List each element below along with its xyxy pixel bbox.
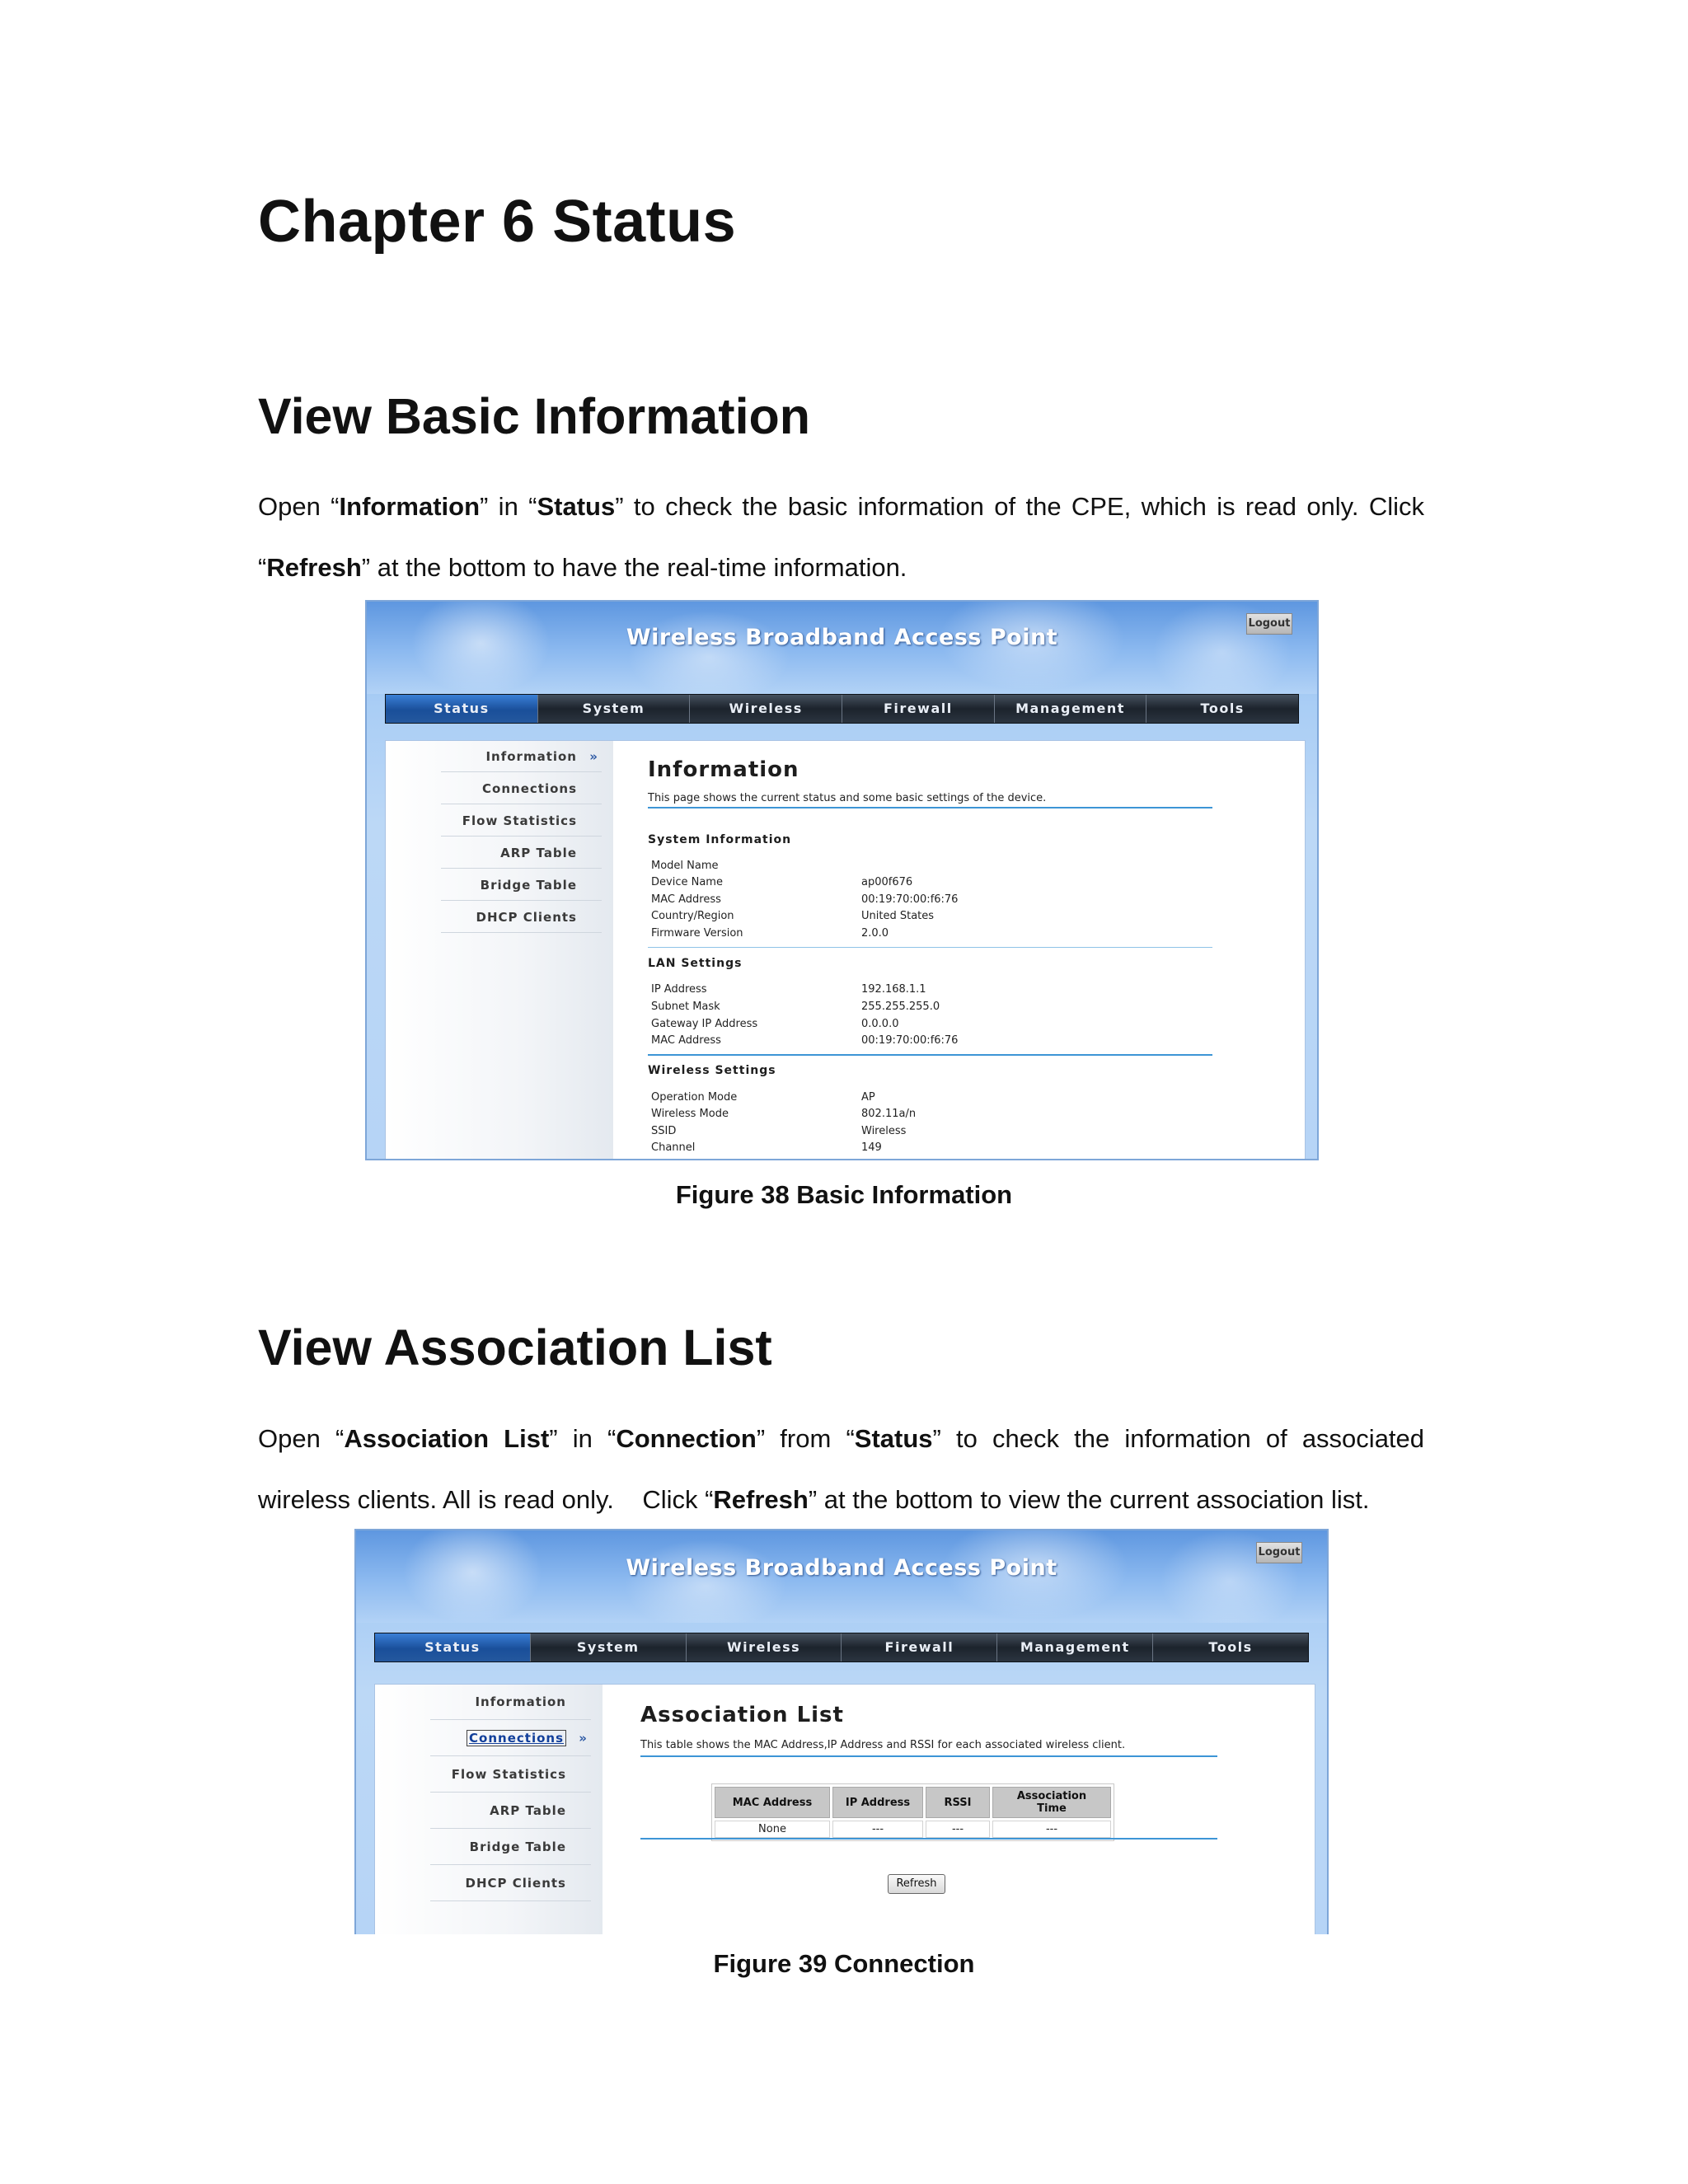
table-header: RSSI (926, 1787, 990, 1818)
info-row: MAC Address 00:19:70:00:f6:76 (651, 1034, 959, 1047)
side-item-connections[interactable]: Connections » (430, 1721, 591, 1756)
divider (640, 1755, 1217, 1757)
chapter-title: Chapter 6 Status (258, 189, 737, 255)
info-row: Firmware Version 2.0.0 (651, 927, 889, 940)
bold-term: Status (854, 1424, 933, 1453)
content-panel (385, 740, 1306, 1159)
table-header: IP Address (832, 1787, 923, 1818)
figure-39-screenshot (354, 1529, 1329, 1934)
table-header: Association Time (992, 1787, 1111, 1818)
info-description: This page shows the current status and some basic settings of the device. (648, 792, 1047, 804)
table-row (715, 1821, 1111, 1838)
para-line: Open “Information” in “Status” to check the basic information of the CPE, which is read only. Click (258, 492, 1424, 521)
app-banner (356, 1530, 1327, 1623)
table-cell: --- (992, 1821, 1111, 1838)
info-title: Information (648, 757, 799, 782)
bold-term: Connection (616, 1424, 757, 1453)
side-item-dhcp-clients[interactable]: DHCP Clients (430, 1866, 591, 1901)
nav-tab-tools[interactable]: Tools (1208, 1639, 1253, 1655)
nav-tab-management[interactable]: Management (995, 695, 1147, 723)
side-item-information[interactable]: Information » (441, 741, 602, 772)
nav-tab-system[interactable]: System (531, 1633, 687, 1661)
para-line: Open “Association List” in “Connection” from “Status” to check the information of associated (258, 1424, 1425, 1453)
side-item-bridge-table[interactable]: Bridge Table (441, 869, 602, 901)
nav-tab-firewall[interactable]: Firewall (842, 1633, 997, 1661)
table-cell: --- (926, 1821, 990, 1838)
side-item-flow-statistics[interactable]: Flow Statistics (430, 1757, 591, 1793)
info-content (648, 741, 1214, 1159)
main-nav (374, 1633, 1309, 1662)
nav-tab-management[interactable]: Management (997, 1633, 1153, 1661)
side-item-connections[interactable]: Connections (441, 773, 602, 804)
bold-term: Association List (344, 1424, 550, 1453)
chevron-right-icon: » (589, 749, 598, 764)
table-cell: --- (832, 1821, 923, 1838)
main-nav (385, 694, 1299, 724)
side-menu (386, 741, 613, 1159)
nav-tab-wireless[interactable]: Wireless (690, 695, 842, 723)
chevron-right-icon: » (579, 1731, 588, 1746)
table-cell: None (715, 1821, 830, 1838)
nav-tab-system[interactable]: System (538, 695, 691, 723)
section-heading-basic-info: View Basic Information (258, 388, 811, 444)
nav-tab-status[interactable]: Status (386, 695, 538, 723)
side-item-arp-table[interactable]: ARP Table (441, 837, 602, 869)
side-item-flow-statistics[interactable]: Flow Statistics (441, 805, 602, 837)
divider (640, 1838, 1217, 1840)
nav-tab-tools[interactable]: Tools (1200, 701, 1245, 716)
app-title: Wireless Broadband Access Point (626, 625, 1058, 650)
para-line: wireless clients. All is read only. Click “Refresh” at the bottom to view the current association list. (258, 1485, 1370, 1514)
app-banner (367, 602, 1317, 694)
info-row: Wireless Mode 802.11a/n (651, 1108, 917, 1120)
figure-39-caption: Figure 39 Connection (713, 1949, 975, 1978)
info-row: IP Address 192.168.1.1 (651, 983, 926, 996)
info-row: Model Name (651, 860, 719, 872)
info-row: Gateway IP Address 0.0.0.0 (651, 1018, 899, 1030)
content-panel (374, 1684, 1315, 1934)
info-row: Country/Region United States (651, 910, 935, 922)
refresh-button[interactable]: Refresh (888, 1874, 945, 1894)
side-item-information[interactable]: Information (430, 1685, 591, 1720)
info-row: MAC Address 00:19:70:00:f6:76 (651, 893, 959, 906)
association-table (711, 1783, 1114, 1841)
association-description: This table shows the MAC Address,IP Address and RSSI for each associated wireless client. (640, 1739, 1126, 1751)
association-content (640, 1685, 1232, 1934)
logout-button[interactable]: Logout (1256, 1542, 1302, 1563)
para-line: “Refresh” at the bottom to have the real-time information. (258, 553, 907, 582)
info-row: Device Name ap00f676 (651, 876, 913, 888)
bold-term: Refresh (713, 1485, 809, 1514)
side-item-arp-table[interactable]: ARP Table (430, 1793, 591, 1829)
divider (648, 807, 1212, 808)
nav-tab-firewall[interactable]: Firewall (842, 695, 995, 723)
section-lan-settings: LAN Settings (648, 957, 743, 970)
section1-paragraph (258, 476, 1424, 598)
side-item-dhcp-clients[interactable]: DHCP Clients (441, 902, 602, 933)
nav-tab-wireless[interactable]: Wireless (687, 1633, 842, 1661)
nav-tab-status[interactable]: Status (375, 1633, 531, 1661)
section-heading-association-list: View Association List (258, 1319, 772, 1376)
info-row: Subnet Mask 255.255.255.0 (651, 1001, 940, 1013)
figure-38-caption: Figure 38 Basic Information (675, 1180, 1013, 1209)
info-row: SSID Wireless (651, 1125, 907, 1137)
association-title: Association List (640, 1703, 844, 1727)
section2-paragraph (258, 1408, 1424, 1530)
logout-button[interactable]: Logout (1246, 613, 1292, 635)
divider (648, 947, 1212, 948)
side-item-bridge-table[interactable]: Bridge Table (430, 1830, 591, 1865)
table-header: MAC Address (715, 1787, 830, 1818)
bold-term: Status (537, 492, 616, 521)
info-row: Operation Mode AP (651, 1091, 875, 1104)
app-title: Wireless Broadband Access Point (626, 1555, 1057, 1581)
figure-38-screenshot (365, 600, 1319, 1160)
info-row: Channel 149 (651, 1141, 882, 1154)
bold-term: Refresh (266, 553, 362, 582)
bold-term: Information (339, 492, 481, 521)
section-wireless-settings: Wireless Settings (648, 1064, 776, 1077)
section-system-information: System Information (648, 833, 792, 846)
divider (648, 1054, 1212, 1056)
side-menu (375, 1685, 603, 1934)
